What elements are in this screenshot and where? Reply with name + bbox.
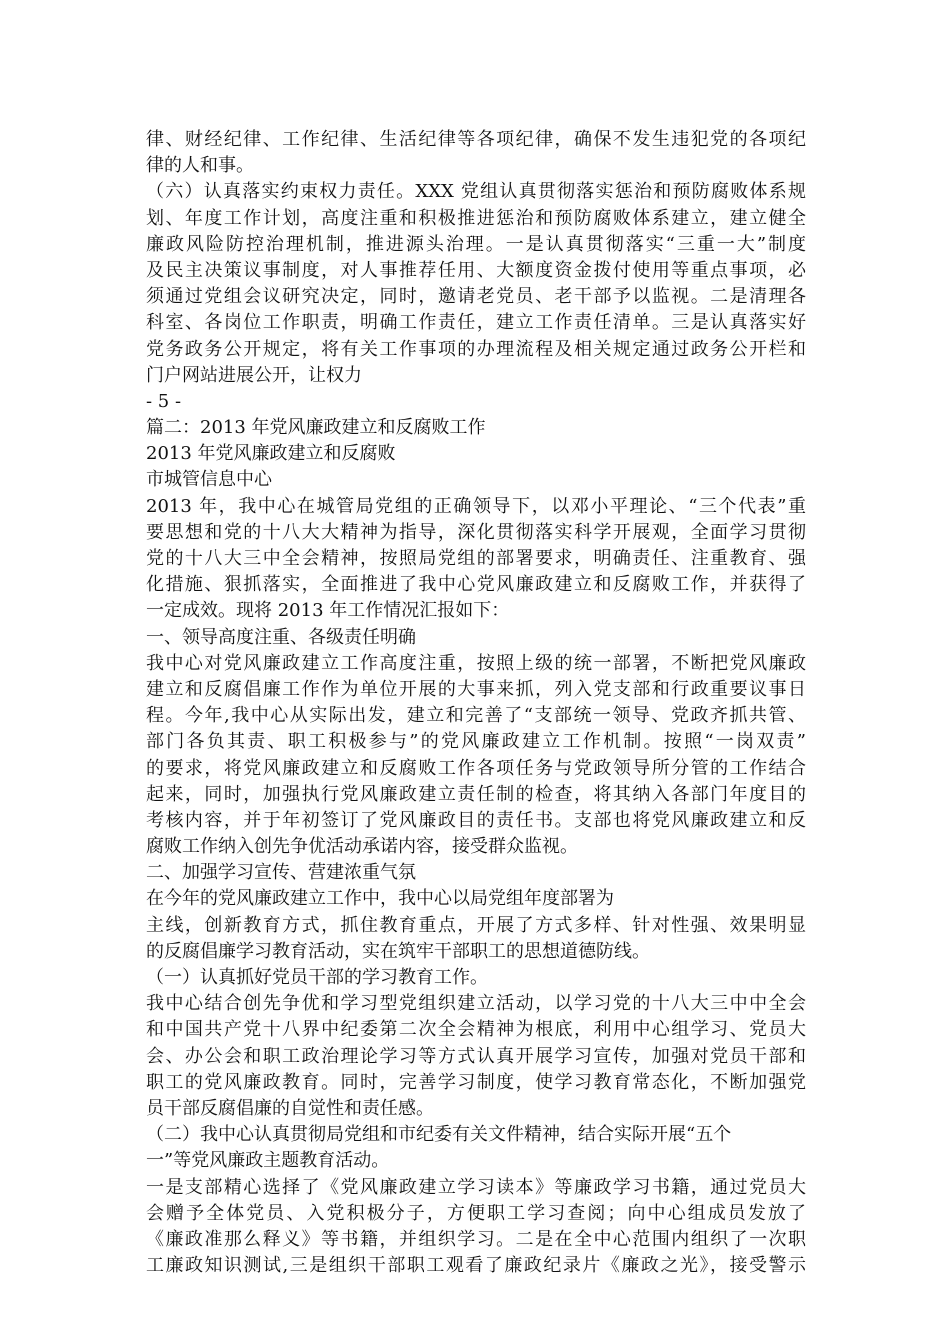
text-line: 会赠予全体党员、入党积极分子，方便职工学习查阅；向中心组成员发放了: [146, 1202, 806, 1224]
text-line: 的要求，将党风廉政建立和反腐败工作各项任务与党政领导所分管的工作结合: [146, 757, 806, 779]
text-line: 我中心结合创先争优和学习型党组织建立活动，以学习党的十八大三中中全会: [146, 993, 806, 1015]
text-line: 2013 年，我中心在城管局党组的正确领导下，以邓小平理论、“三个代表”重: [146, 495, 806, 517]
document-body: [146, 127, 806, 1279]
text-line: 起来，同时，加强执行党风廉政建立责任制的检查，将其纳入各部门年度目的: [146, 783, 806, 805]
text-line: 职工的党风廉政教育。同时，完善学习制度，使学习教育常态化，不断加强党: [146, 1071, 806, 1093]
text-line: 律的人和事。: [146, 155, 254, 177]
text-line: 一定成效。现将 2013 年工作情况汇报如下：: [146, 600, 510, 622]
text-line: 门户网站进展公开，让权力: [146, 364, 362, 386]
text-line: 工廉政知识测试,三是组织干部职工观看了廉政纪录片《廉政之光》，接受警示: [146, 1255, 806, 1277]
text-line: 程。今年,我中心从实际出发，建立和完善了“支部统一领导、党政齐抓共管、: [146, 705, 806, 727]
text-line: 廉政风险防控治理机制，推进源头治理。一是认真贯彻落实“三重一大”制度: [146, 233, 806, 255]
text-line: （二）我中心认真贯彻局党组和市纪委有关文件精神，结合实际开展“五个: [146, 1124, 732, 1146]
text-line: 《廉政准那么释义》等书籍，并组织学习。二是在全中心范围内组织了一次职: [146, 1228, 806, 1250]
text-line: 建立和反腐倡廉工作作为单位开展的大事来抓，列入党支部和行政重要议事日: [146, 678, 806, 700]
text-line: 部门各负其责、职工积极参与”的党风廉政建立工作机制。按照“一岗双责”: [146, 731, 806, 753]
text-line: 一、领导高度注重、各级责任明确: [146, 626, 416, 648]
text-line: （一）认真抓好党员干部的学习教育工作。: [146, 967, 488, 988]
text-line: 要思想和党的十八大大精神为指导，深化贯彻落实科学开展观，全面学习贯彻: [146, 521, 806, 543]
text-line: 及民主决策议事制度，对人事推荐任用、大额度资金拨付使用等重点事项，必: [146, 259, 806, 281]
text-line: 会、办公会和职工政治理论学习等方式认真开展学习宣传，加强对党员干部和: [146, 1045, 806, 1067]
text-line: 考核内容，并于年初签订了党风廉政目的责任书。支部也将党风廉政建立和反: [146, 809, 806, 831]
text-line: 市城管信息中心: [146, 469, 272, 491]
text-line: 科室、各岗位工作职责，明确工作责任，建立工作责任清单。三是认真落实好: [146, 312, 806, 334]
text-line: - 5 -: [146, 390, 182, 412]
text-line: 员干部反腐倡廉的自觉性和责任感。: [146, 1097, 434, 1119]
text-line: 二、加强学习宣传、营建浓重气氛: [146, 862, 416, 884]
text-line: 党务政务公开规定，将有关工作事项的办理流程及相关规定通过政务公开栏和: [146, 338, 806, 360]
text-line: 篇二：2013 年党风廉政建立和反腐败工作: [146, 417, 486, 439]
text-line: 主线，创新教育方式，抓住教育重点，开展了方式多样、针对性强、效果明显: [146, 914, 806, 936]
text-line: （六）认真落实约束权力责任。XXX 党组认真贯彻落实惩治和预防腐败体系规: [146, 181, 806, 203]
text-line: 划、年度工作计划，高度注重和积极推进惩治和预防腐败体系建立，建立健全: [146, 207, 806, 229]
text-line: 一是支部精心选择了《党风廉政建立学习读本》等廉政学习书籍，通过党员大: [146, 1176, 806, 1198]
text-line: 的反腐倡廉学习教育活动，实在筑牢干部职工的思想道德防线。: [146, 940, 650, 962]
text-line: 2013 年党风廉政建立和反腐败: [146, 443, 396, 465]
text-line: 须通过党组会议研究决定，同时，邀请老党员、老干部予以监视。二是清理各: [146, 286, 806, 308]
text-line: 一”等党风廉政主题教育活动。: [146, 1150, 390, 1172]
text-line: 在今年的党风廉政建立工作中，我中心以局党组年度部署为: [146, 888, 614, 910]
text-line: 我中心对党风廉政建立工作高度注重，按照上级的统一部署，不断把党风廉政: [146, 652, 806, 674]
text-line: 和中国共产党十八界中纪委第二次全会精神为根底，利用中心组学习、党员大: [146, 1019, 806, 1041]
text-line: 化措施、狠抓落实，全面推进了我中心党风廉政建立和反腐败工作，并获得了: [146, 574, 806, 596]
text-line: 党的十八大三中全会精神，按照局党组的部署要求，明确责任、注重教育、强: [146, 548, 806, 569]
text-line: 律、财经纪律、工作纪律、生活纪律等各项纪律，确保不发生违犯党的各项纪: [146, 129, 806, 150]
text-line: 腐败工作纳入创先争优活动承诺内容，接受群众监视。: [146, 836, 578, 858]
